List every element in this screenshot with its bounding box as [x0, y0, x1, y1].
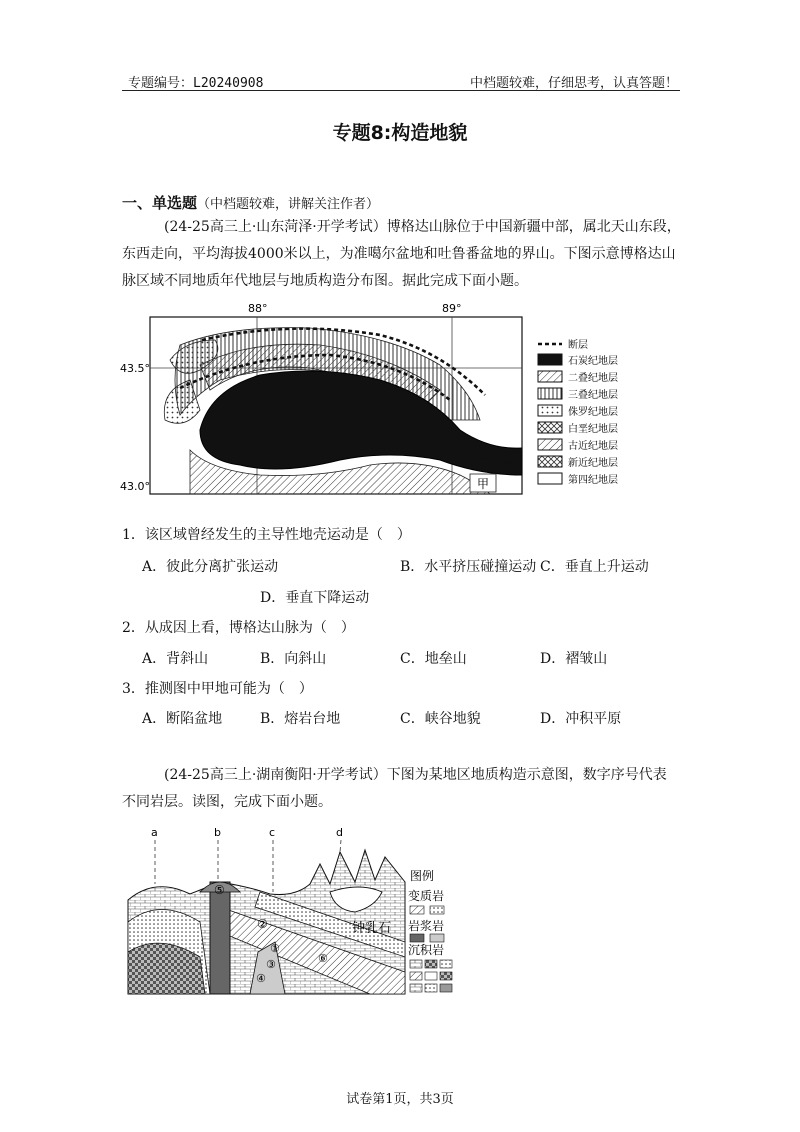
q1-option-d[interactable]: D．垂直下降运动 — [260, 590, 370, 606]
question-1-stem: 1．该区域曾经发生的主导性地壳运动是（ ） — [122, 527, 411, 543]
legend-neogene: 新近纪地层 — [568, 458, 618, 469]
passage-2 — [122, 762, 682, 816]
legend-quaternary: 第四纪地层 — [568, 475, 618, 486]
number-3: ③ — [266, 958, 276, 971]
passage-1-line-1: (24-25高三上·山东菏泽·开学考试）博格达山脉位于中国新疆中部，属北天山东段， — [164, 219, 681, 235]
lat-label-43-0: 43.0° — [120, 480, 150, 493]
label-a: a — [151, 826, 158, 839]
passage-1-line-3: 脉区域不同地质年代地层与地质构造分布图。据此完成下面小题。 — [122, 273, 528, 289]
exam-code: 专题编号：L20240908 — [128, 76, 264, 91]
q2-option-a[interactable]: A．背斜山 — [142, 651, 209, 667]
number-2: ② — [257, 917, 268, 931]
legend-jurassic: 侏罗纪地层 — [568, 407, 618, 418]
legend-metamorphic: 变质岩 — [408, 889, 445, 903]
legend-carboniferous: 石炭纪地层 — [568, 356, 618, 367]
legend-permian: 二叠纪地层 — [568, 373, 618, 384]
number-6: ⑥ — [318, 952, 328, 965]
label-d: d — [336, 826, 343, 839]
q2-option-b[interactable]: B．向斜山 — [260, 651, 327, 667]
q1-option-a[interactable]: A．彼此分离扩张运动 — [142, 559, 279, 575]
header-motto: 中档题较难，仔细思考，认真答题！ — [469, 76, 678, 91]
q1-option-c[interactable]: C．垂直上升运动 — [540, 559, 649, 575]
legend-paleogene: 古近纪地层 — [568, 441, 618, 452]
q3-option-b[interactable]: B．熔岩台地 — [260, 711, 341, 727]
q3-option-a[interactable]: A．断陷盆地 — [142, 711, 223, 727]
legend-title: 图例 — [410, 869, 435, 883]
marker-jia: 甲 — [477, 477, 490, 491]
passage-1 — [122, 214, 682, 295]
q2-option-c[interactable]: C．地垒山 — [400, 651, 467, 667]
legend-igneous: 岩浆岩 — [408, 919, 445, 933]
section-heading-text: 一、单选题 — [122, 194, 198, 212]
lon-label-89: 89° — [442, 302, 462, 315]
label-b: b — [214, 826, 221, 839]
label-c: c — [269, 826, 276, 839]
number-4: ④ — [256, 972, 266, 985]
number-5: ⑤ — [214, 883, 225, 897]
section-note: （中档题较难，讲解关注作者） — [197, 197, 380, 212]
page-title: 专题8:构造地貌 — [332, 122, 468, 144]
passage-1-line-2: 东西走向，平均海拔4000米以上，为准噶尔盆地和吐鲁番盆地的界山。下图示意博格达山 — [122, 246, 676, 262]
header-rule — [122, 90, 680, 91]
number-1: ① — [270, 942, 280, 955]
cave-label: 钟乳石 — [352, 921, 392, 936]
passage-2-line-2: 不同岩层。读图，完成下面小题。 — [122, 794, 332, 810]
lon-label-88: 88° — [248, 302, 268, 315]
q1-option-b[interactable]: B．水平挤压碰撞运动 — [400, 559, 537, 575]
geology-map — [120, 300, 670, 500]
q2-option-d[interactable]: D．褶皱山 — [540, 651, 608, 667]
question-3-stem: 3．推测图中甲地可能为（ ） — [122, 681, 313, 697]
passage-2-line-1: (24-25高三上·湖南衡阳·开学考试）下图为某地区地质构造示意图，数字序号代表 — [164, 767, 667, 783]
section-heading — [122, 192, 379, 213]
q3-option-c[interactable]: C．峡谷地貌 — [400, 711, 481, 727]
legend-cretaceous: 白垩纪地层 — [568, 424, 618, 435]
legend-sedimentary: 沉积岩 — [408, 943, 445, 957]
legend-triassic: 三叠纪地层 — [568, 390, 618, 401]
legend-fault: 断层 — [568, 340, 588, 351]
lat-label-43-5: 43.5° — [120, 362, 150, 375]
q3-option-d[interactable]: D．冲积平原 — [540, 711, 622, 727]
map-legend — [538, 338, 618, 486]
page-footer: 试卷第1页，共3页 — [346, 1092, 454, 1107]
geologic-structure-diagram — [120, 822, 460, 1000]
question-2-stem: 2．从成因上看，博格达山脉为（ ） — [122, 620, 355, 636]
